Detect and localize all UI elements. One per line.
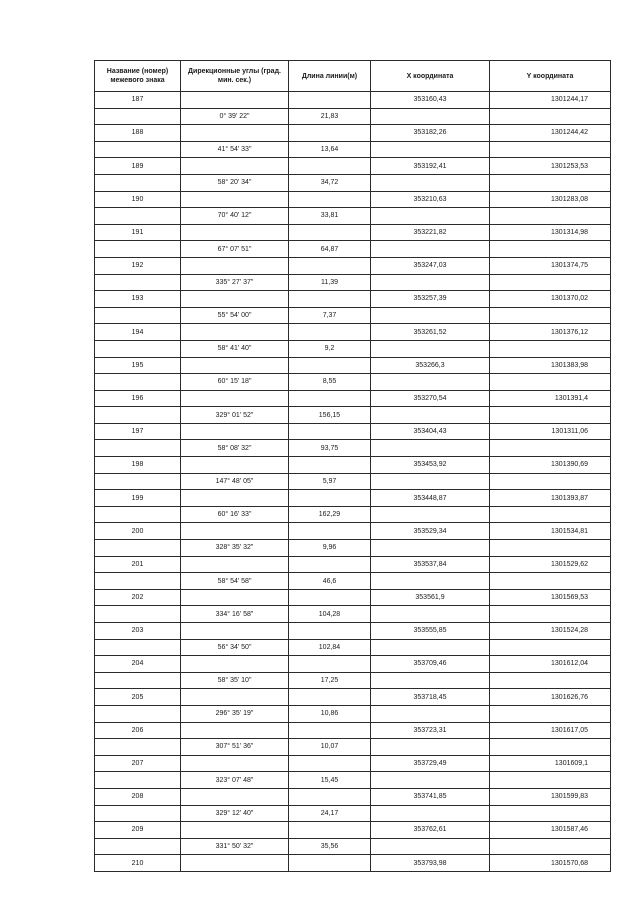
x-coordinate-cell: 353453,92 xyxy=(371,457,490,474)
point-row xyxy=(95,755,611,772)
point-row xyxy=(95,457,611,474)
empty-cell xyxy=(95,208,181,225)
segment-row xyxy=(95,506,611,523)
empty-cell xyxy=(289,158,371,175)
empty-cell xyxy=(490,274,611,291)
point-name-cell: 187 xyxy=(95,92,181,109)
empty-cell xyxy=(289,689,371,706)
y-coordinate-cell: 1301283,08 xyxy=(490,191,611,208)
empty-cell xyxy=(371,274,490,291)
point-row xyxy=(95,158,611,175)
empty-cell xyxy=(289,423,371,440)
x-coordinate-cell: 353261,52 xyxy=(371,324,490,341)
point-name-cell: 204 xyxy=(95,656,181,673)
segment-row xyxy=(95,705,611,722)
empty-cell xyxy=(95,108,181,125)
direction-angle-cell: 60° 16' 33" xyxy=(181,506,289,523)
line-length-cell: 10,07 xyxy=(289,739,371,756)
empty-cell xyxy=(181,423,289,440)
point-name-cell: 194 xyxy=(95,324,181,341)
empty-cell xyxy=(371,407,490,424)
segment-row xyxy=(95,141,611,158)
point-row xyxy=(95,623,611,640)
empty-cell xyxy=(289,257,371,274)
y-coordinate-cell: 1301587,46 xyxy=(490,822,611,839)
direction-angle-cell: 41° 54' 33" xyxy=(181,141,289,158)
empty-cell xyxy=(181,689,289,706)
direction-angle-cell: 60° 15' 18" xyxy=(181,374,289,391)
empty-cell xyxy=(490,506,611,523)
direction-angle-cell: 323° 07' 48" xyxy=(181,772,289,789)
empty-cell xyxy=(181,788,289,805)
empty-cell xyxy=(371,573,490,590)
y-coordinate-cell: 1301626,76 xyxy=(490,689,611,706)
empty-cell xyxy=(371,141,490,158)
header-x: X координата xyxy=(371,61,490,92)
x-coordinate-cell: 353709,46 xyxy=(371,656,490,673)
direction-angle-cell: 147° 48' 05" xyxy=(181,473,289,490)
segment-row xyxy=(95,374,611,391)
header-y: Y координата xyxy=(490,61,611,92)
direction-angle-cell: 58° 54' 58" xyxy=(181,573,289,590)
empty-cell xyxy=(490,805,611,822)
line-length-cell: 9,2 xyxy=(289,340,371,357)
x-coordinate-cell: 353247,03 xyxy=(371,257,490,274)
direction-angle-cell: 55° 54' 00" xyxy=(181,307,289,324)
empty-cell xyxy=(371,606,490,623)
empty-cell xyxy=(95,274,181,291)
empty-cell xyxy=(490,705,611,722)
empty-cell xyxy=(181,755,289,772)
line-length-cell: 13,64 xyxy=(289,141,371,158)
empty-cell xyxy=(371,440,490,457)
point-row xyxy=(95,523,611,540)
x-coordinate-cell: 353160,43 xyxy=(371,92,490,109)
segment-row xyxy=(95,772,611,789)
y-coordinate-cell: 1301253,53 xyxy=(490,158,611,175)
empty-cell xyxy=(371,473,490,490)
direction-angle-cell: 329° 01' 52" xyxy=(181,407,289,424)
line-length-cell: 24,17 xyxy=(289,805,371,822)
segment-row xyxy=(95,174,611,191)
x-coordinate-cell: 353448,87 xyxy=(371,490,490,507)
empty-cell xyxy=(181,490,289,507)
empty-cell xyxy=(95,838,181,855)
segment-row xyxy=(95,573,611,590)
line-length-cell: 7,37 xyxy=(289,307,371,324)
x-coordinate-cell: 353221,82 xyxy=(371,224,490,241)
line-length-cell: 15,45 xyxy=(289,772,371,789)
empty-cell xyxy=(289,589,371,606)
x-coordinate-cell: 353210,63 xyxy=(371,191,490,208)
point-name-cell: 202 xyxy=(95,589,181,606)
empty-cell xyxy=(95,307,181,324)
point-row xyxy=(95,788,611,805)
line-length-cell: 104,28 xyxy=(289,606,371,623)
line-length-cell: 8,55 xyxy=(289,374,371,391)
y-coordinate-cell: 1301311,06 xyxy=(490,423,611,440)
empty-cell xyxy=(181,357,289,374)
point-row xyxy=(95,291,611,308)
line-length-cell: 9,96 xyxy=(289,540,371,557)
segment-row xyxy=(95,307,611,324)
empty-cell xyxy=(490,208,611,225)
header-row xyxy=(95,61,611,92)
empty-cell xyxy=(371,838,490,855)
x-coordinate-cell: 353537,84 xyxy=(371,556,490,573)
point-name-cell: 192 xyxy=(95,257,181,274)
y-coordinate-cell: 1301393,87 xyxy=(490,490,611,507)
empty-cell xyxy=(289,324,371,341)
empty-cell xyxy=(181,191,289,208)
direction-angle-cell: 296° 35' 19" xyxy=(181,705,289,722)
empty-cell xyxy=(490,672,611,689)
y-coordinate-cell: 1301314,98 xyxy=(490,224,611,241)
empty-cell xyxy=(181,722,289,739)
segment-row xyxy=(95,407,611,424)
x-coordinate-cell: 353266,3 xyxy=(371,357,490,374)
point-name-cell: 206 xyxy=(95,722,181,739)
empty-cell xyxy=(371,805,490,822)
empty-cell xyxy=(289,457,371,474)
point-row xyxy=(95,423,611,440)
coordinates-sheet xyxy=(94,60,610,867)
point-row xyxy=(95,589,611,606)
empty-cell xyxy=(371,639,490,656)
y-coordinate-cell: 1301376,12 xyxy=(490,324,611,341)
line-length-cell: 34,72 xyxy=(289,174,371,191)
point-name-cell: 197 xyxy=(95,423,181,440)
empty-cell xyxy=(181,224,289,241)
x-coordinate-cell: 353718,45 xyxy=(371,689,490,706)
empty-cell xyxy=(95,573,181,590)
y-coordinate-cell: 1301391,4 xyxy=(490,390,611,407)
x-coordinate-cell: 353529,34 xyxy=(371,523,490,540)
empty-cell xyxy=(289,92,371,109)
direction-angle-cell: 328° 35' 32" xyxy=(181,540,289,557)
segment-row xyxy=(95,606,611,623)
empty-cell xyxy=(371,374,490,391)
empty-cell xyxy=(95,407,181,424)
y-coordinate-cell: 1301599,83 xyxy=(490,788,611,805)
point-name-cell: 203 xyxy=(95,623,181,640)
empty-cell xyxy=(95,540,181,557)
empty-cell xyxy=(289,523,371,540)
empty-cell xyxy=(490,307,611,324)
empty-cell xyxy=(289,556,371,573)
y-coordinate-cell: 1301524,28 xyxy=(490,623,611,640)
empty-cell xyxy=(490,838,611,855)
empty-cell xyxy=(371,705,490,722)
line-length-cell: 5,97 xyxy=(289,473,371,490)
y-coordinate-cell: 1301244,42 xyxy=(490,125,611,142)
direction-angle-cell: 70° 40' 12" xyxy=(181,208,289,225)
direction-angle-cell: 334° 16' 58" xyxy=(181,606,289,623)
line-length-cell: 10,86 xyxy=(289,705,371,722)
direction-angle-cell: 56° 34' 50" xyxy=(181,639,289,656)
y-coordinate-cell: 1301609,1 xyxy=(490,755,611,772)
point-name-cell: 207 xyxy=(95,755,181,772)
point-name-cell: 189 xyxy=(95,158,181,175)
empty-cell xyxy=(371,540,490,557)
empty-cell xyxy=(371,672,490,689)
point-row xyxy=(95,689,611,706)
segment-row xyxy=(95,208,611,225)
empty-cell xyxy=(95,473,181,490)
empty-cell xyxy=(289,623,371,640)
direction-angle-cell: 58° 20' 34" xyxy=(181,174,289,191)
segment-row xyxy=(95,672,611,689)
line-length-cell: 33,81 xyxy=(289,208,371,225)
point-row xyxy=(95,191,611,208)
point-name-cell: 210 xyxy=(95,855,181,872)
empty-cell xyxy=(95,606,181,623)
direction-angle-cell: 58° 41' 40" xyxy=(181,340,289,357)
point-row xyxy=(95,656,611,673)
empty-cell xyxy=(490,573,611,590)
segment-row xyxy=(95,540,611,557)
empty-cell xyxy=(289,191,371,208)
line-length-cell: 35,56 xyxy=(289,838,371,855)
empty-cell xyxy=(371,739,490,756)
empty-cell xyxy=(289,722,371,739)
empty-cell xyxy=(181,257,289,274)
segment-row xyxy=(95,274,611,291)
empty-cell xyxy=(95,739,181,756)
header-length: Длина линии(м) xyxy=(289,61,371,92)
empty-cell xyxy=(371,208,490,225)
empty-cell xyxy=(289,357,371,374)
empty-cell xyxy=(289,125,371,142)
segment-row xyxy=(95,241,611,258)
x-coordinate-cell: 353555,85 xyxy=(371,623,490,640)
empty-cell xyxy=(371,772,490,789)
empty-cell xyxy=(490,639,611,656)
point-row xyxy=(95,224,611,241)
direction-angle-cell: 331° 50' 32" xyxy=(181,838,289,855)
x-coordinate-cell: 353741,85 xyxy=(371,788,490,805)
line-length-cell: 17,25 xyxy=(289,672,371,689)
y-coordinate-cell: 1301534,81 xyxy=(490,523,611,540)
y-coordinate-cell: 1301612,04 xyxy=(490,656,611,673)
empty-cell xyxy=(95,374,181,391)
empty-cell xyxy=(490,739,611,756)
point-name-cell: 188 xyxy=(95,125,181,142)
empty-cell xyxy=(371,506,490,523)
point-name-cell: 201 xyxy=(95,556,181,573)
empty-cell xyxy=(289,755,371,772)
point-row xyxy=(95,125,611,142)
point-row xyxy=(95,822,611,839)
point-name-cell: 205 xyxy=(95,689,181,706)
empty-cell xyxy=(289,224,371,241)
coordinates-table xyxy=(94,60,611,872)
header-angle: Дирекционные углы (град. мин. сек.) xyxy=(181,61,289,92)
empty-cell xyxy=(95,141,181,158)
y-coordinate-cell: 1301374,75 xyxy=(490,257,611,274)
empty-cell xyxy=(181,523,289,540)
x-coordinate-cell: 353404,43 xyxy=(371,423,490,440)
direction-angle-cell: 0° 39' 22" xyxy=(181,108,289,125)
empty-cell xyxy=(95,672,181,689)
empty-cell xyxy=(289,490,371,507)
segment-row xyxy=(95,440,611,457)
empty-cell xyxy=(181,291,289,308)
point-name-cell: 200 xyxy=(95,523,181,540)
direction-angle-cell: 67° 07' 51" xyxy=(181,241,289,258)
segment-row xyxy=(95,838,611,855)
header-name: Название (номер) межевого знака xyxy=(95,61,181,92)
empty-cell xyxy=(95,506,181,523)
point-row xyxy=(95,855,611,872)
empty-cell xyxy=(289,822,371,839)
empty-cell xyxy=(95,440,181,457)
point-row xyxy=(95,257,611,274)
empty-cell xyxy=(490,174,611,191)
empty-cell xyxy=(289,390,371,407)
empty-cell xyxy=(490,141,611,158)
segment-row xyxy=(95,805,611,822)
point-row xyxy=(95,722,611,739)
point-row xyxy=(95,556,611,573)
line-length-cell: 156,15 xyxy=(289,407,371,424)
point-name-cell: 191 xyxy=(95,224,181,241)
empty-cell xyxy=(181,92,289,109)
empty-cell xyxy=(371,307,490,324)
line-length-cell: 21,83 xyxy=(289,108,371,125)
table-body xyxy=(95,92,611,872)
empty-cell xyxy=(289,855,371,872)
point-name-cell: 208 xyxy=(95,788,181,805)
point-row xyxy=(95,390,611,407)
empty-cell xyxy=(181,656,289,673)
point-name-cell: 193 xyxy=(95,291,181,308)
empty-cell xyxy=(490,374,611,391)
y-coordinate-cell: 1301244,17 xyxy=(490,92,611,109)
point-row xyxy=(95,490,611,507)
segment-row xyxy=(95,639,611,656)
empty-cell xyxy=(95,805,181,822)
empty-cell xyxy=(95,174,181,191)
line-length-cell: 162,29 xyxy=(289,506,371,523)
line-length-cell: 102,84 xyxy=(289,639,371,656)
empty-cell xyxy=(490,606,611,623)
empty-cell xyxy=(95,772,181,789)
empty-cell xyxy=(181,623,289,640)
direction-angle-cell: 329° 12' 40" xyxy=(181,805,289,822)
empty-cell xyxy=(490,340,611,357)
empty-cell xyxy=(181,855,289,872)
y-coordinate-cell: 1301617,05 xyxy=(490,722,611,739)
empty-cell xyxy=(289,656,371,673)
point-name-cell: 198 xyxy=(95,457,181,474)
direction-angle-cell: 335° 27' 37" xyxy=(181,274,289,291)
y-coordinate-cell: 1301370,02 xyxy=(490,291,611,308)
empty-cell xyxy=(289,788,371,805)
line-length-cell: 93,75 xyxy=(289,440,371,457)
x-coordinate-cell: 353561,9 xyxy=(371,589,490,606)
direction-angle-cell: 307° 51' 36" xyxy=(181,739,289,756)
empty-cell xyxy=(371,340,490,357)
empty-cell xyxy=(490,407,611,424)
x-coordinate-cell: 353729,49 xyxy=(371,755,490,772)
point-row xyxy=(95,92,611,109)
y-coordinate-cell: 1301529,62 xyxy=(490,556,611,573)
empty-cell xyxy=(490,440,611,457)
segment-row xyxy=(95,340,611,357)
empty-cell xyxy=(490,241,611,258)
point-name-cell: 209 xyxy=(95,822,181,839)
empty-cell xyxy=(371,174,490,191)
x-coordinate-cell: 353793,98 xyxy=(371,855,490,872)
empty-cell xyxy=(371,108,490,125)
x-coordinate-cell: 353182,26 xyxy=(371,125,490,142)
empty-cell xyxy=(181,125,289,142)
empty-cell xyxy=(371,241,490,258)
empty-cell xyxy=(181,324,289,341)
empty-cell xyxy=(490,772,611,789)
empty-cell xyxy=(490,540,611,557)
empty-cell xyxy=(181,556,289,573)
empty-cell xyxy=(95,340,181,357)
direction-angle-cell: 58° 08' 32" xyxy=(181,440,289,457)
empty-cell xyxy=(95,241,181,258)
empty-cell xyxy=(181,158,289,175)
line-length-cell: 11,39 xyxy=(289,274,371,291)
x-coordinate-cell: 353192,41 xyxy=(371,158,490,175)
point-row xyxy=(95,324,611,341)
point-name-cell: 196 xyxy=(95,390,181,407)
y-coordinate-cell: 1301569,53 xyxy=(490,589,611,606)
direction-angle-cell: 58° 35' 10" xyxy=(181,672,289,689)
point-name-cell: 199 xyxy=(95,490,181,507)
empty-cell xyxy=(181,457,289,474)
y-coordinate-cell: 1301390,69 xyxy=(490,457,611,474)
x-coordinate-cell: 353270,54 xyxy=(371,390,490,407)
empty-cell xyxy=(289,291,371,308)
empty-cell xyxy=(181,822,289,839)
x-coordinate-cell: 353723,31 xyxy=(371,722,490,739)
empty-cell xyxy=(490,108,611,125)
empty-cell xyxy=(95,639,181,656)
point-name-cell: 195 xyxy=(95,357,181,374)
segment-row xyxy=(95,473,611,490)
empty-cell xyxy=(181,589,289,606)
empty-cell xyxy=(181,390,289,407)
y-coordinate-cell: 1301570,68 xyxy=(490,855,611,872)
line-length-cell: 64,87 xyxy=(289,241,371,258)
x-coordinate-cell: 353257,39 xyxy=(371,291,490,308)
segment-row xyxy=(95,108,611,125)
line-length-cell: 46,6 xyxy=(289,573,371,590)
segment-row xyxy=(95,739,611,756)
y-coordinate-cell: 1301383,98 xyxy=(490,357,611,374)
empty-cell xyxy=(95,705,181,722)
x-coordinate-cell: 353762,61 xyxy=(371,822,490,839)
empty-cell xyxy=(490,473,611,490)
point-name-cell: 190 xyxy=(95,191,181,208)
point-row xyxy=(95,357,611,374)
